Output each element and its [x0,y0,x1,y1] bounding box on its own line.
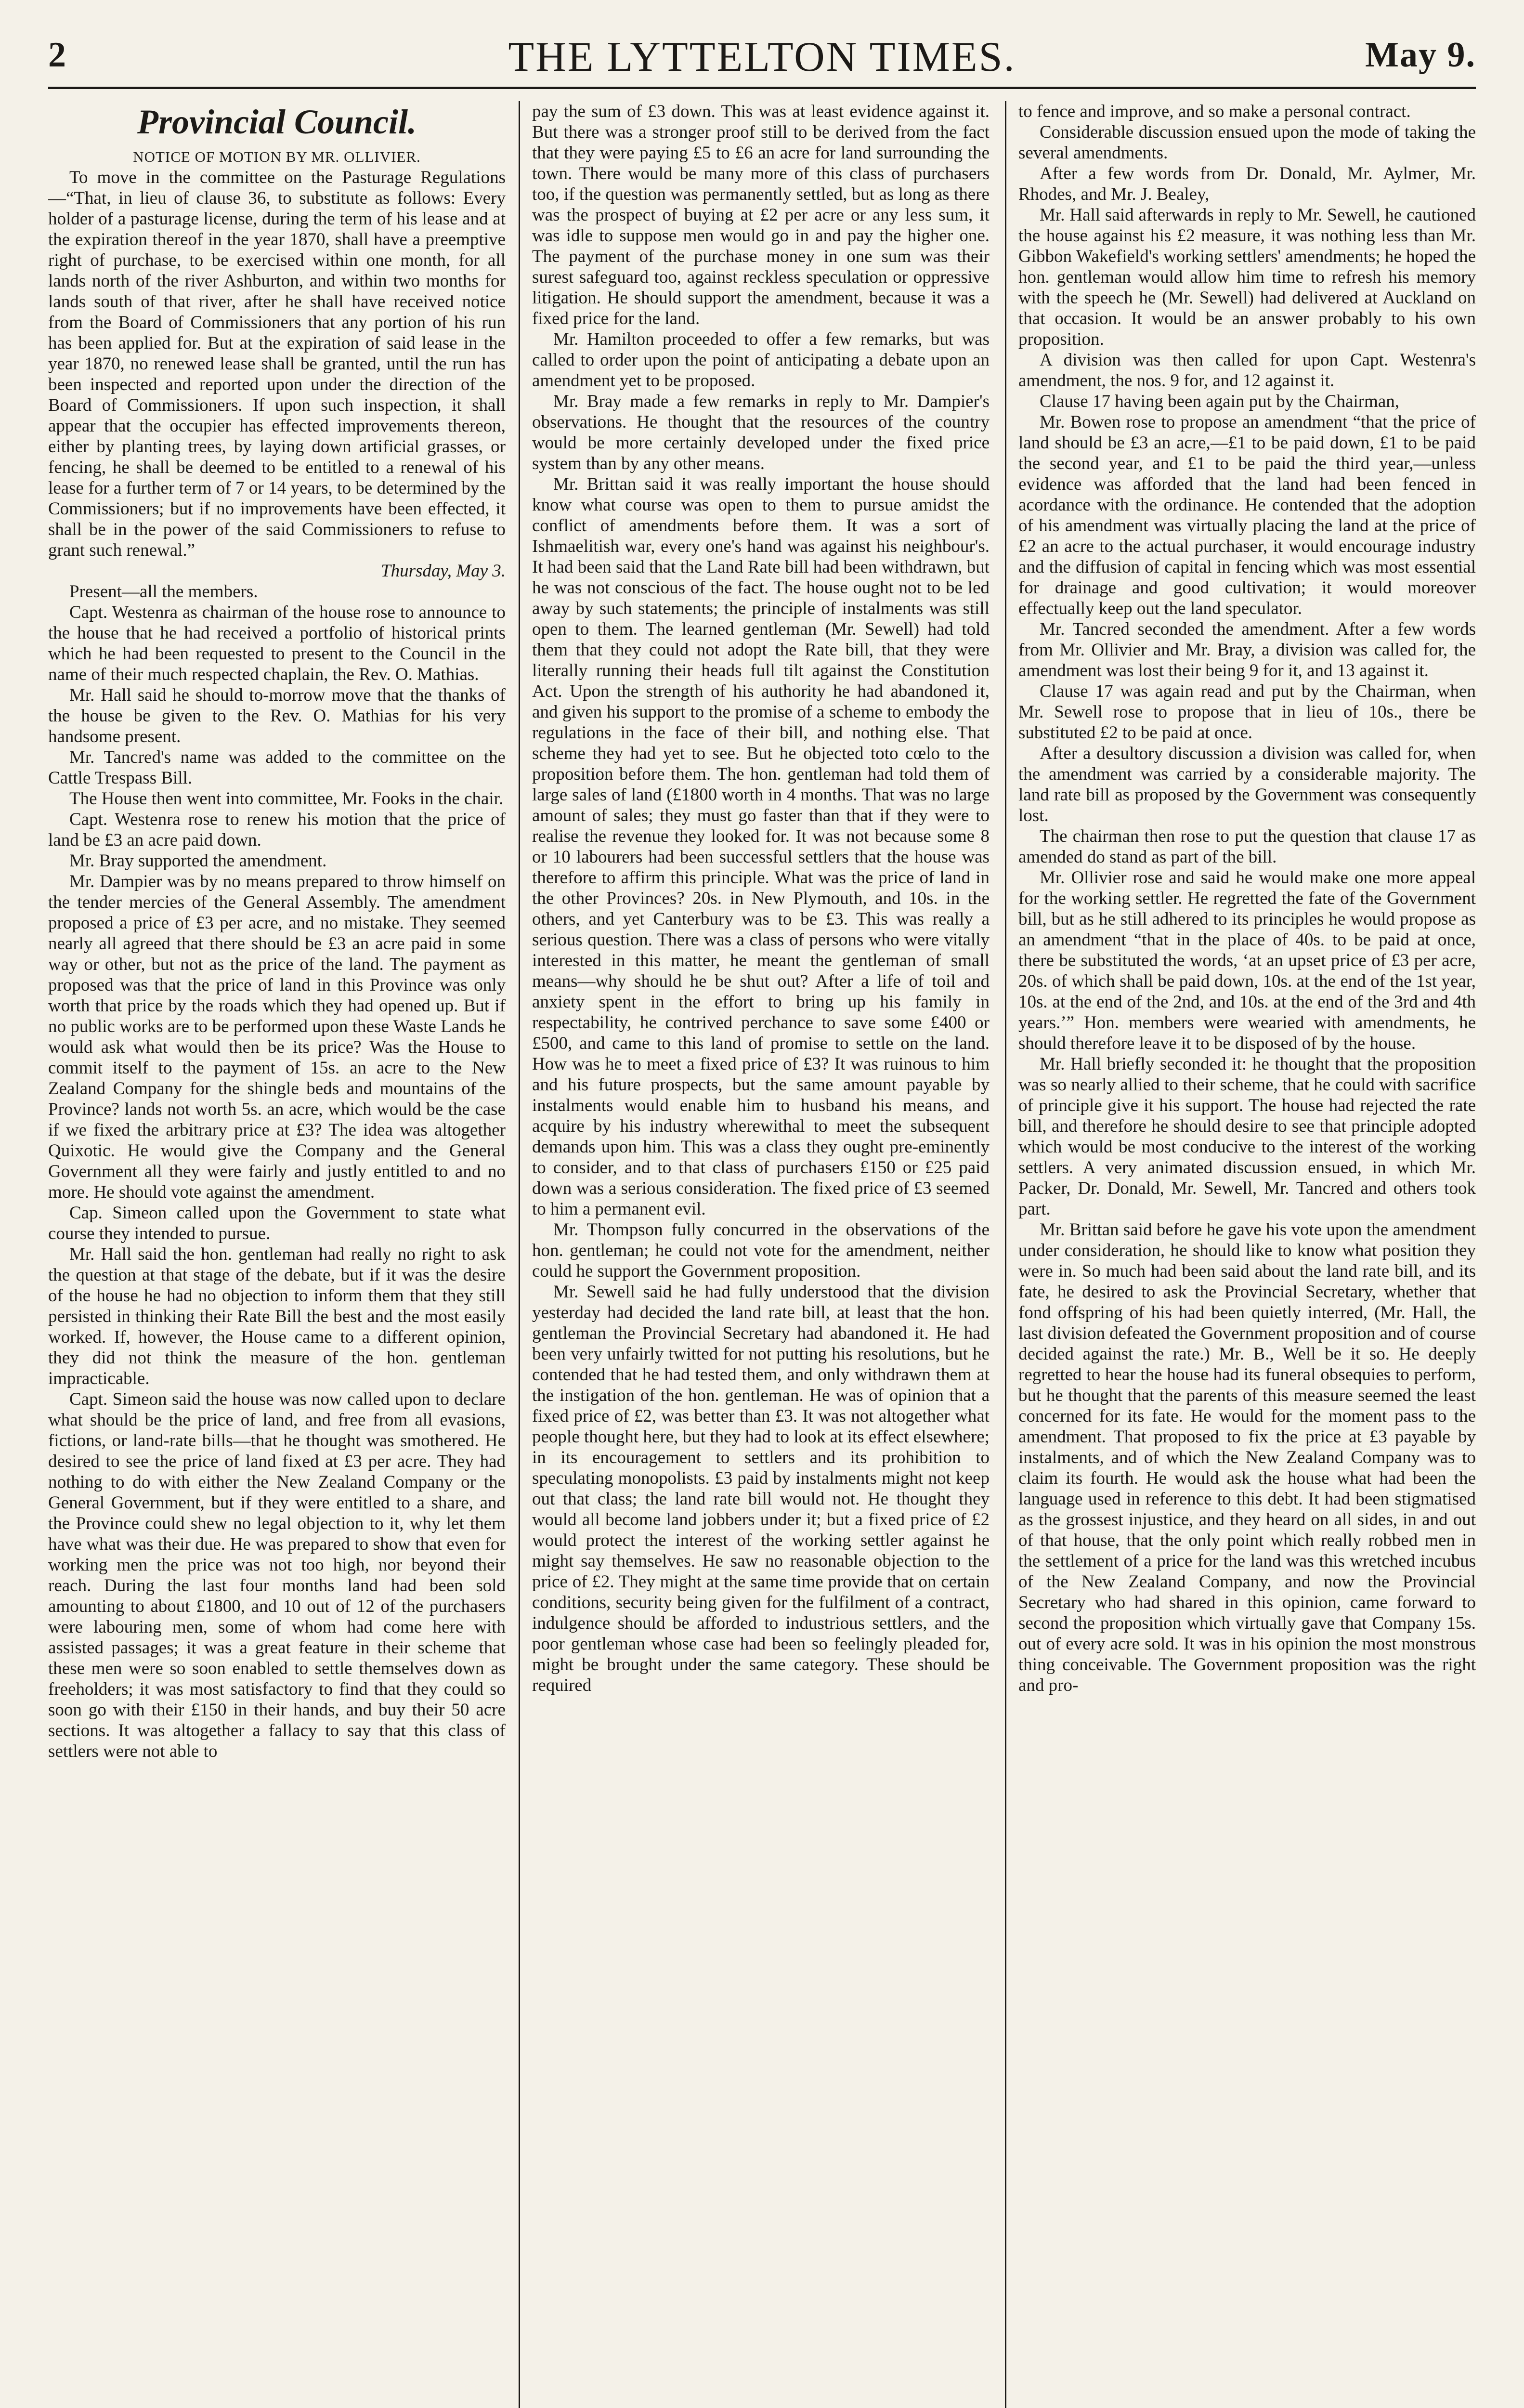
paragraph: Mr. Tancred's name was added to the committee on the Cattle Trespass Bill. [48,747,506,788]
paragraph: Mr. Bowen rose to propose an amendment “that the price of land should be £3 an acre,—£1 to be paid down, £1 to be paid the second year, and £1 to be paid the third year,—unless evidence was afforded that the land had been fenced in acordance with the ordinance. He contended that the adoption of his amendment was virtually placing the land at the price of £2 an acre to the actual purchaser, it would encourage industry and the diffusion of capital in fencing which was most essential for drainage and good cultivation; it would moreover effectually keep out the land speculator. [1018,412,1476,618]
paper-title: THE LYTTELTON TIMES. [508,34,1016,80]
paragraph: Mr. Bray supported the amendment. [69,851,327,871]
paragraph: Capt. Westenra as chairman of the house rose to announce to the house that he had received a portfolio of historical prints which he had been requested to present to the Council in the name of their much respected chaplain, the Rev. O. Mathias. [48,602,506,684]
column-3 [1018,101,1476,2408]
paragraph: Capt. Simeon said the house was now called upon to declare what should be the price of land, and free from all evasions, fictions, or land-rate bills—that he thought was smothered. He desired to see the price of land fixed at £3 per acre. They had nothing to do with either the New Zealand Company or the General Government, but if they were entitled to a share, and the Province could shew no legal objection to it, why let them have what was their due. He was prepared to show that even for working men the price was not too high, nor beyond their reach. During the last four months land had been sold amounting to about £1800, and 10 out of 12 of the purchasers were labouring men, some of whom had come here with assisted passages; it was a great feature in their scheme that these men were so soon enabled to settle themselves down as freeholders; it was most satisfactory to find that they could so soon go with their £150 in their hands, and buy their 50 acre sections. It was altogether a fallacy to say that this class of settlers were not able to [48,1389,506,1761]
paragraph: Clause 17 was again read and put by the Chairman, when Mr. Sewell rose to propose that in lieu of 10s., there be substituted £2 to be paid at once. [1018,681,1476,743]
dateline: Thursday, May 3. [381,561,506,581]
paragraph: Mr. Ollivier rose and said he would make one more appeal for the working settler. He regretted the fate of the Government bill, but as he still adhered to its principles he would propose as an amendment “that in the place of 40s. to be paid at once, there be substituted the words, ‘at an upset price of £3 per acre, 20s. of which shall be paid down, 10s. at the end of the 1st year, 10s. at the end of the 2nd, and 10s. at the end of the 3rd and 4th years.’” Hon. members were wearied with amendments, he should therefore leave it to be disposed of by the house. [1018,868,1476,1053]
paragraph: The House then went into committee, Mr. Fooks in the chair. [69,789,504,809]
paragraph: Mr. Hall briefly seconded it: he thought that the proposition was so nearly allied to their scheme, that he could with sacrifice of principle give it his support. The house had rejected the rate bill, and therefore he should desire to see that principle adopted which would be most conducive to the interest of the working settlers. A very animated discussion ensued, in which Mr. Packer, Dr. Donald, Mr. Sewell, Mr. Tancred and others took part. [1018,1054,1476,1219]
paragraph: After a few words from Dr. Donald, Mr. Aylmer, Mr. Rhodes, and Mr. J. Bealey, [1018,164,1476,204]
issue-date: May 9. [1365,35,1476,75]
paragraph: to fence and improve, and so make a personal contract. [1018,102,1411,121]
column-1 [48,101,506,2408]
paragraph: Mr. Hall said afterwards in reply to Mr. Sewell, he cautioned the house against his £2 measure, it was nothing less than Mr. Gibbon Wakefield's working settlers' amendments; he hoped the hon. gentleman would allow him time to refresh his memory with the speech he (Mr. Sewell) had delivered at Auckland on that occasion. It would be an answer probably to his own proposition. [1018,205,1476,349]
paragraph: Capt. Westenra rose to renew his motion that the price of land be £3 an acre paid down. [48,810,506,850]
paragraph: Cap. Simeon called upon the Government to state what course they intended to pursue. [48,1203,506,1243]
paragraph: Present—all the members. [69,582,258,602]
paragraph: The chairman then rose to put the question that clause 17 as amended do stand as part of the bill. [1018,826,1476,867]
paragraph: Mr. Thompson fully concurred in the observations of the hon. gentleman; he could not vote for the amendment, neither could he support the Government proposition. [532,1220,990,1281]
column-rule [519,101,520,2408]
column-rule [1005,101,1006,2408]
paragraph: Mr. Hall said he should to-morrow move that the thanks of the house be given to the Rev. O. Mathias for his very handsome present. [48,685,506,746]
paragraph: Clause 17 having been again put by the Chairman, [1040,392,1400,411]
paragraph: To move in the committee on the Pasturage Regulations—“That, in lieu of clause 36, to substitute as follows: Every holder of a pasturage license, during the term of his lease and at the expiration thereof in the year 1870, shall have a preemptive right of purchase, to be exercised within one month, for all lands north of the river Ashburton, and within two months for lands south of that river, after he shall have received notice from the Board of Commissioners that any portion of his run has been applied for. But at the expiration of said lease in the year 1870, no renewed lease shall be granted, until the run has been inspected and reported upon under the direction of the Board of Commissioners. If upon such inspection, it shall appear that the occupier has effected improvements thereon, either by planting trees, by laying down artificial grasses, or fencing, he shall be deemed to be entitled to a renewal of his lease for a further term of 7 or 14 years, to be determined by the Commissioners; but if no improvements have been effected, it shall be in the power of the said Commissioners to refuse to grant such renewal.” [48,168,506,560]
paragraph: Mr. Sewell said he had fully understood that the division yesterday had decided the land rate bill, at least that the hon. gentleman the Provincial Secretary had abandoned it. He had been very unfairly twitted for not putting his resolutions, but he contended that he had tested them, and only withdrawn them at the instigation of the hon. gentleman. He was of opinion that a fixed price of £2, was better than £3. It was not altogether what people thought here, but they had to look at its effect elsewhere; in its encouragement to settlers and its prohibition to speculating monopolists. £3 paid by instalments might not keep out that class; the land rate bill would not. He thought they would all become land jobbers under it; but a fixed price of £2 would protect the interest of the working settler against he might say themselves. He saw no reasonable objection to the price of £2. They might at the same time provide that on certain conditions, security being given for the fulfilment of a contract, indulgence should be afforded to industrious settlers, and the poor gentleman whose case had been so feelingly pleaded for, might be brought under the same category. These should be required [532,1282,990,1695]
paragraph: Mr. Tancred seconded the amendment. After a few words from Mr. Ollivier and Mr. Bray, a division was called for, the amendment was lost their being 9 for it, and 13 against it. [1018,619,1476,681]
paragraph: Considerable discussion ensued upon the mode of taking the several amendments. [1018,122,1476,163]
page-number: 2 [48,35,66,75]
notice-title: NOTICE OF MOTION BY MR. OLLIVIER. [133,148,421,165]
section-heading: Provincial Council. [137,103,417,141]
paragraph: Mr. Dampier was by no means prepared to throw himself on the tender mercies of the General Assembly. The amendment proposed a price of £3 per acre, and no mistake. They seemed nearly all agreed that there should be £3 an acre paid in some way or other, but not as the price of the land. The payment as proposed was that the price of land in this Province was only worth that price by the roads which they had opened up. But if no public works are to be performed upon these Waste Lands he would ask what would then be its price? Was the House to commit itself to the payment of 15s. an acre to the New Zealand Company for the shingle beds and mountains of the Province? lands not worth 5s. an acre, which would be the case if we fixed the arbitrary price at £3? The idea was altogether Quixotic. He would give the Company and the General Government all they were fairly and justly entitled to and no more. He should vote against the amendment. [48,872,506,1202]
masthead [48,29,1476,89]
paragraph: pay the sum of £3 down. This was at least evidence against it. But there was a stronger proof still to be derived from the fact that they were paying £5 to £6 an acre for land surrounding the town. There would be many more of this class of purchasers too, if the question was permanently settled, but as long as there was the prospect of buying at £2 per acre or any less sum, it was idle to suppose men would go in and pay the higher one. The payment of the purchase money in one sum was their surest safeguard too, against reckless speculation or oppressive litigation. He should support the amendment, because it was a fixed price for the land. [532,102,990,328]
paragraph: Mr. Hamilton proceeded to offer a few remarks, but was called to order upon the point of anticipating a debate upon an amendment yet to be proposed. [532,329,990,391]
paragraph: Mr. Hall said the hon. gentleman had really no right to ask the question at that stage of the debate, but if it was the desire of the house he had no objection to inform them that they still persisted in thinking their Rate Bill the best and the most easily worked. If, however, the House came to a different opinion, they did not think the measure of the hon. gentleman impracticable. [48,1244,506,1388]
article-columns [48,101,1476,2408]
paragraph: After a desultory discussion a division was called for, when the amendment was carried by a considerable majority. The land rate bill as proposed by the Government was consequently lost. [1018,744,1476,825]
paragraph: Mr. Brittan said it was really important the house should know what course was open to them to pursue amidst the conflict of amendments before them. It was a sort of Ishmaelitish war, every one's hand was against his neighbour's. It had been said that the Land Rate bill had been withdrawn, but he was not conscious of the fact. The house ought not to be led away by such statements; the principle of instalments was still open to them. The learned gentleman (Mr. Sewell) had told them that they could not adopt the Rate bill, that they were literally running their heads full tilt against the Constitution Act. Upon the strength of his authority he had abandoned it, and given his support to the promise of a scheme to embody the regulations in the face of their bill, and nothing else. That scheme they had yet to see. But he objected toto cœlo to the proposition before them. The hon. gentleman had told them of large sales of land (£1800 worth in 4 months. That was no large amount of sales; they must go faster than that if they were to realise the revenue they looked for. It was not because some 8 or 10 labourers had been successful settlers that the house was therefore to affirm this principle. What was the price of land in the other Provinces? 20s. in New Plymouth, and 10s. in the others, and yet Canterbury was to be £3. This was really a serious question. There was a class of persons who were vitally interested in this matter, he meant the gentleman of small means—why should he be shut out? After a life of toil and anxiety spent in the effort to bring up his family in respectability, he contrived perchance to save some £400 or £500, and came to this land of promise to settle on the land. How was he to meet a fixed price of £3? It was ruinous to him and his future prospects, but the same amount payable by instalments would enable him to husband his means, and acquire by his industry wherewithal to meet the subsequent demands upon him. This was a class they ought pre-eminently to consider, and to that class of purchasers £150 or £25 paid down was a serious consideration. The fixed price of £3 seemed to him a permanent evil. [532,474,990,1219]
column-2 [532,101,990,2408]
paragraph: Mr. Brittan said before he gave his vote upon the amendment under consideration, he should like to know what position they were in. So much had been said about the land rate bill, and its fate, he desired to ask the Provincial Secretary, whether that fond offspring of his had been quietly interred, (Mr. Hall, the last division defeated the Government proposition and of course decided against the rate.) Mr. B., Well be it so. He deeply regretted to hear the house had its funeral obsequies to perform, but he thought that the parents of this measure seemed the least concerned for its fate. He would for the moment pass to the amendment. That proposed to fix the price at £3 payable by instalments, and of which the New Zealand Company was to claim its fourth. He would ask the house what had been the language used in reference to this debt. It had been stigmatised as the grossest injustice, and they heard on all sides, in and out of that house, that the only point which really robbed men in the settlement of a price for the land was this wretched incubus of the New Zealand Company, and now the Provincial Secretary who had shared in this opinion, came forward to second the proposition which virtually gave that Company 15s. out of every acre sold. It was in his opinion the most monstrous thing conceivable. The Government proposition was the right and pro- [1018,1220,1476,1695]
paragraph: Mr. Bray made a few remarks in reply to Mr. Dampier's observations. He thought that the resources of the country would be more certainly developed under the fixed price system than by any other means. [532,392,990,473]
paragraph: A division was then called for upon Capt. Westenra's amendment, the nos. 9 for, and 12 against it. [1018,350,1476,391]
